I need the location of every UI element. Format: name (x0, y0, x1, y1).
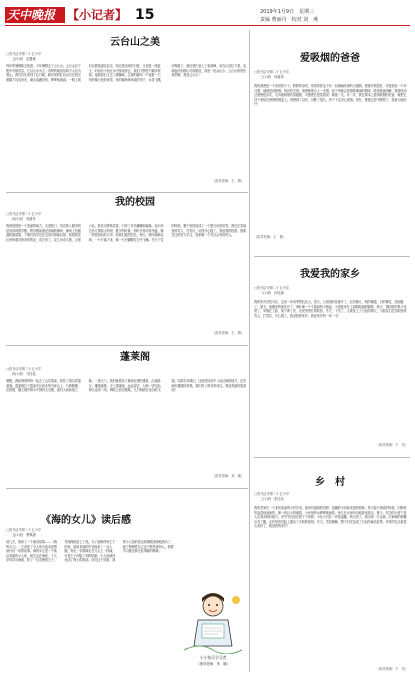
article-body: 前几天，我读了一个童话故事——《海的女儿》，它讲述了小人鱼为追求爱情而付出一切的故事。海的女儿是一个纯洁美丽的小人鱼，她生活在海底，十五岁时浮出海面，救了一位英俊的王子，并深深地爱上了他。为了能够得到王子的爱，她用美丽的声音换来了一双人腿，每走一步都像走在刀尖上一样痛。可是王子却娶了别的姑娘，小人鱼最终化成了海上的泡沫。读完这个故事，我被小人鱼的善良和勇敢深深地感动了，她宁愿牺牲自己也不愿伤害别人。我要学习她这种无私奉献的精神。 (6, 540, 174, 563)
article-xiangcun (254, 492, 410, 674)
byline-author: 五(1)班 曹佩涵 (12, 533, 36, 537)
byline-author: 四(1)班 马佳铭 (12, 372, 36, 376)
issue-date: 2019年1月9日 星期三 (260, 9, 315, 15)
article-yunshan (6, 52, 248, 188)
teacher-signature: （指导老师：王 倩） (212, 331, 244, 335)
child-drawing (180, 590, 246, 672)
section-rule (6, 192, 248, 193)
masthead-logo: 天中晚报 (7, 8, 56, 22)
article-body: 我的老家在一个非常美丽的小村庄里。那里有碧绿的田野、清澈的小河和茂密的树林。每当春天来临的时候，田野里的麦苗绿油油的，像一块巨大的地毯，小河里的水哗哗地流着，鱼儿在水里快乐地游来游去。夏天，村边的大树下是人们乘凉的好地方，老爷爷们坐在树下下象棋，小孩子们在一旁捉迷藏。秋天到了，稻田里一片金黄，沉甸甸的稻穗压弯了腰，农民伯伯们脸上露出了丰收的喜悦。冬天，雪花飘飘，整个村庄变成了白色的童话世界。乡村的生活真是太美好了，我爱我的家乡！ (254, 506, 407, 529)
section-rule (254, 256, 410, 257)
section-rule (6, 345, 248, 346)
teacher-signature: （指导老师：王 倩） (212, 179, 244, 183)
masthead-rule (5, 25, 410, 26)
page-number: 15 (135, 7, 155, 23)
editors-line: 责编 曹丽丹 校对 刘 燕 (260, 17, 319, 23)
article-jiaxiang (254, 286, 410, 456)
article-title-haiyang: 《海的女儿》读后感 (41, 515, 131, 526)
byline-school: □驻马店市第二十五小学 (254, 492, 289, 496)
article-title-baba: 爱吸烟的爸爸 (300, 53, 360, 64)
article-baba (254, 70, 410, 250)
byline-author: 二(1)班 孙钰涵 (260, 291, 284, 295)
teacher-signature: （指导老师：于 洋） (376, 667, 408, 671)
byline-author: 三(1)班 张佳怡 (260, 497, 284, 501)
article-body: 我的校园是一个美丽的地方。走进校门，首先映入眼帘的是高高的教学楼，教学楼前面是宽阔的操场，操场上有跑道和篮球架，下课后同学们在这里尽情地玩耍。校园的花坛里种着各种各样的花，春天来了，花儿争奇斗艳，五颜六色，散发出阵阵清香，引来了许多蝴蝶和蜜蜂。花坛旁边有几棵高大的树，夏天的时候，树叶长得非常茂盛，像一把把绿色的大伞，给我们遮挡烈日。秋天，树叶渐渐变黄，一片片落下来，像一只只蝴蝶在空中飞舞。冬天下雪的时候，整个校园变成了一个银白色的世界，我们在雪地里堆雪人、打雪仗，玩得开心极了。我爱我的校园，我要在这里努力学习，将来做一个对社会有用的人。 (6, 224, 246, 242)
teacher-signature: （指导老师：王 倩） (254, 235, 286, 239)
column-divider (249, 30, 250, 672)
article-xiaoyuan (6, 212, 248, 340)
byline-school: □驻马店市第二十五小学 (254, 286, 289, 290)
article-title-yunshan: 云台山之美 (110, 37, 160, 48)
article-body: 每年的暑假都去旅游，今年暑假去了云台山。云台山位于焦作市修武县，它以山水为主，奇特的地质结构令人叹为观止。我们首先来到了红石峡，峡谷里的红色岩石在阳光照耀下闪闪发光，溪水清澈见底，哗哗地流淌。一路上我们沿着栈道往前走，两边是高高的石壁，头顶是一线蓝天，时而有小鱼在水中游来游去，我们不禁停下脚步观看。接着我们又去了潭瀑峡，这里的瀑布一个接着一个，有的像白色的丝带，有的像珍珠串成的帘子，水花飞溅，凉爽极了。最后我们登上了茱萸峰，站在山顶往下看，连绵起伏的群山尽收眼底，真是一览众山小。云台山的景色真美啊，我爱云台山！ (6, 64, 246, 82)
byline-author: 五(5)班 赵馨雅 (12, 57, 36, 61)
byline-school: □驻马店市第二十五小学 (6, 212, 41, 216)
teacher-signature: （指导老师：刘 敏） (212, 474, 244, 478)
masthead-logo-block (5, 7, 65, 23)
article-title-jiaxiang: 我爱我的家乡 (300, 269, 360, 280)
byline-author: 四(5)班 徐潇彤 (12, 217, 36, 221)
byline-school: □驻马店市第二十五小学 (6, 367, 41, 371)
child-drawing-illustration (180, 590, 246, 654)
byline-author: 三(1)班 徐嘉琪 (260, 75, 284, 79)
masthead-section: 【小记者】 (67, 8, 128, 22)
byline-school: □驻马店市第二十五小学 (254, 70, 289, 74)
teacher-signature: （指导老师：于 洋） (376, 443, 408, 447)
byline-school: □驻马店市第二十五小学 (6, 528, 41, 532)
masthead (5, 4, 410, 26)
article-title-xiangcun: 乡 村 (315, 477, 345, 488)
drawing-caption: 小小快乐学习者 (199, 655, 227, 660)
article-body: 我的家乡在驻马店，这里一年四季景色宜人。春天，公园里的花都开了，红的像火，粉的像霞，白的像雪，美丽极了。夏天，池塘里的荷花开了，荷叶像一个个碧绿的大圆盘，小青蛙坐在上面呱呱地唱着歌。秋天，果园里的果子成熟了，苹果红了脸，梨子黄了皮，农民伯伯忙着收获。冬天，下雪了，大地穿上了白色的棉衣，小朋友们在雪地里堆雪人、打雪仗，开心极了。我爱我的家乡，我爱家乡的一草一木！ (254, 300, 407, 318)
byline-school: □驻马店市第二十五小学 (6, 52, 41, 56)
article-body: 暑假，我和爸爸妈妈一起去了山东蓬莱，游览了著名的蓬莱阁。蓬莱阁位于蓬莱市区西北的丹崖山上，与黄鹤楼、岳阳楼、滕王阁并称为中国四大名楼，素有人间仙境之称。一进大门，我们就看到了雄伟壮观的建筑，红墙绿瓦，雕梁画栋。走上蓬莱阁，远远望去，大海一望无际，海天连成一线，海面上波光粼粼，几只海鸥在自由地飞翔。导游告诉我们，这里是传说中八仙过海的地方，还有海市蜃楼的奇观。我们听了都非常向往。我爱美丽的蓬莱阁！ (6, 379, 246, 393)
article-haiyang (6, 528, 176, 668)
drawing-signature: （指导老师：李 娜） (196, 662, 230, 666)
section-rule (6, 488, 248, 489)
article-penglaige (6, 367, 248, 483)
article-title-penglaige: 蓬莱阁 (120, 352, 150, 363)
section-rule (254, 457, 410, 458)
article-title-xiaoyuan: 我的校园 (115, 197, 155, 208)
article-body: 我的爸爸是一个高高的个子，胖胖的身材，浓浓的眉毛下有一双炯炯有神的大眼睛。爸爸对我很好，可是他有一个坏习惯，那就是爱吸烟。每次吃完饭，爸爸都要点上一支烟，屋子里就会弥漫着难闻的烟味，呛得我直咳嗽。我曾经劝过爸爸很多次，告诉他吸烟有害健康，可爸爸总是笑着说：就抽一支。有一次，我在课本上看到吸烟的危害，就把它抄下来贴在爸爸的烟盒上。爸爸看了以后，沉默了很久，终于下定决心戒烟。现在，爸爸已经不吸烟了，我真为他高兴！ (254, 84, 407, 107)
